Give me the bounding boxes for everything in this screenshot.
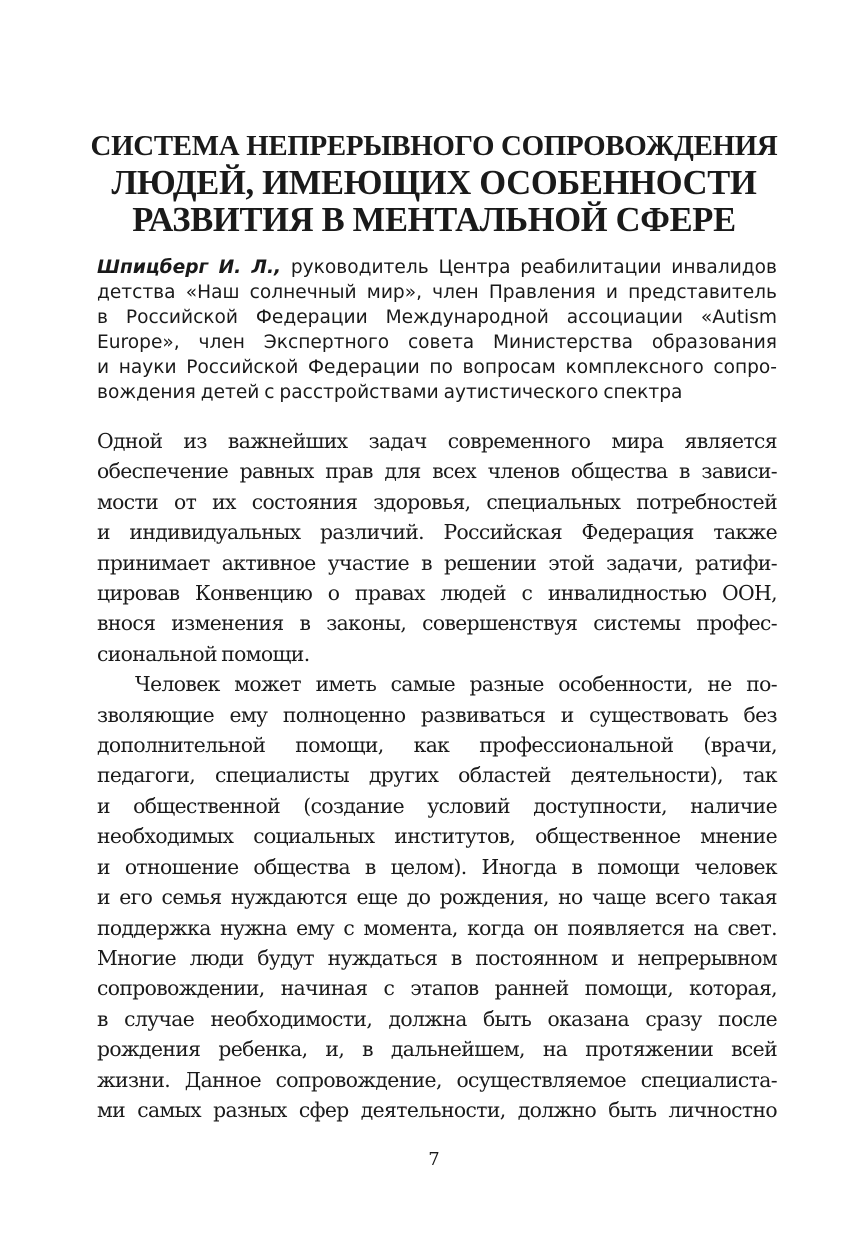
- body-line: в случае необходимости, должна быть оказана сразу после: [97, 1006, 777, 1031]
- body-line: и индивидуальных различий. Российская Федерация также: [97, 520, 777, 545]
- author-line: и науки Российской Федерации по вопросам комплексного сопро-: [97, 357, 777, 378]
- author-name: Шпицберг И. Л.,: [97, 257, 282, 278]
- body-line: внося изменения в законы, совершенствуя системы профес-: [97, 611, 777, 636]
- body-line: поддержка нужна ему с момента, когда он появляется на свет.: [97, 915, 777, 940]
- body-line: сиональной помощи.: [97, 641, 310, 666]
- body-line: принимает активное участие в решении этой задачи, ратифи-: [97, 550, 777, 575]
- body-line: цировав Конвенцию о правах людей с инвалидностью ООН,: [97, 581, 777, 606]
- body-line: обеспечение равных прав для всех членов общества в зависи-: [97, 459, 777, 484]
- body-line: Человек может иметь самые разные особенности, не по-: [135, 672, 777, 697]
- body-line: рождения ребенка, и, в дальнейшем, на протяжении всей: [97, 1037, 777, 1062]
- body-line: необходимых социальных институтов, общественное мнение: [97, 824, 777, 849]
- body-line: ми самых разных сфер деятельности, должно быть личностно: [97, 1097, 777, 1122]
- author-line: [97, 255, 777, 280]
- author-affiliation: руководитель Центра реабилитации инвалидов: [290, 257, 777, 278]
- author-line: детства «Наш солнечный мир», член Правления и представитель: [97, 282, 777, 303]
- body-line: зволяющие ему полноценно развиваться и существовать без: [97, 702, 777, 727]
- body-line: педагоги, специалисты других областей деятельности), так: [97, 763, 777, 788]
- body-line: и его семья нуждаются еще до рождения, но чаще всего такая: [97, 885, 777, 910]
- body-line: и отношение общества в целом). Иногда в помощи человек: [97, 854, 777, 879]
- author-line: вождения детей с расстройствами аутистического спектра: [97, 382, 683, 403]
- body-line: сопровождении, начиная с этапов ранней помощи, которая,: [97, 976, 777, 1001]
- body-line: Одной из важнейших задач современного мира является: [97, 429, 777, 453]
- author-info: [97, 255, 777, 405]
- body-line: жизни. Данное сопровождение, осуществляемое специалиста-: [97, 1067, 777, 1092]
- body-line: Многие люди будут нуждаться в постоянном и непрерывном: [97, 945, 777, 970]
- body-line: и общественной (создание условий доступности, наличие: [97, 793, 777, 818]
- body-line: дополнительной помощи, как профессиональной (врачи,: [97, 733, 777, 758]
- body-text: [97, 426, 777, 1125]
- title-line: ЛЮДЕЙ, ИМЕЮЩИХ ОСОБЕННОСТИ: [111, 164, 757, 202]
- title-line: СИСТЕМА НЕПРЕРЫВНОГО СОПРОВОЖДЕНИЯ: [90, 130, 778, 162]
- body-line: мости от их состояния здоровья, специальных потребностей: [97, 489, 777, 514]
- page-number: 7: [428, 1149, 440, 1170]
- title-line: РАЗВИТИЯ В МЕНТАЛЬНОЙ СФЕРЕ: [132, 201, 736, 239]
- author-line: в Российской Федерации Международной ассоциации «Autism: [97, 307, 777, 328]
- page-title: [90, 128, 778, 239]
- author-line: Europe», член Экспертного совета Министерства образования: [97, 332, 777, 353]
